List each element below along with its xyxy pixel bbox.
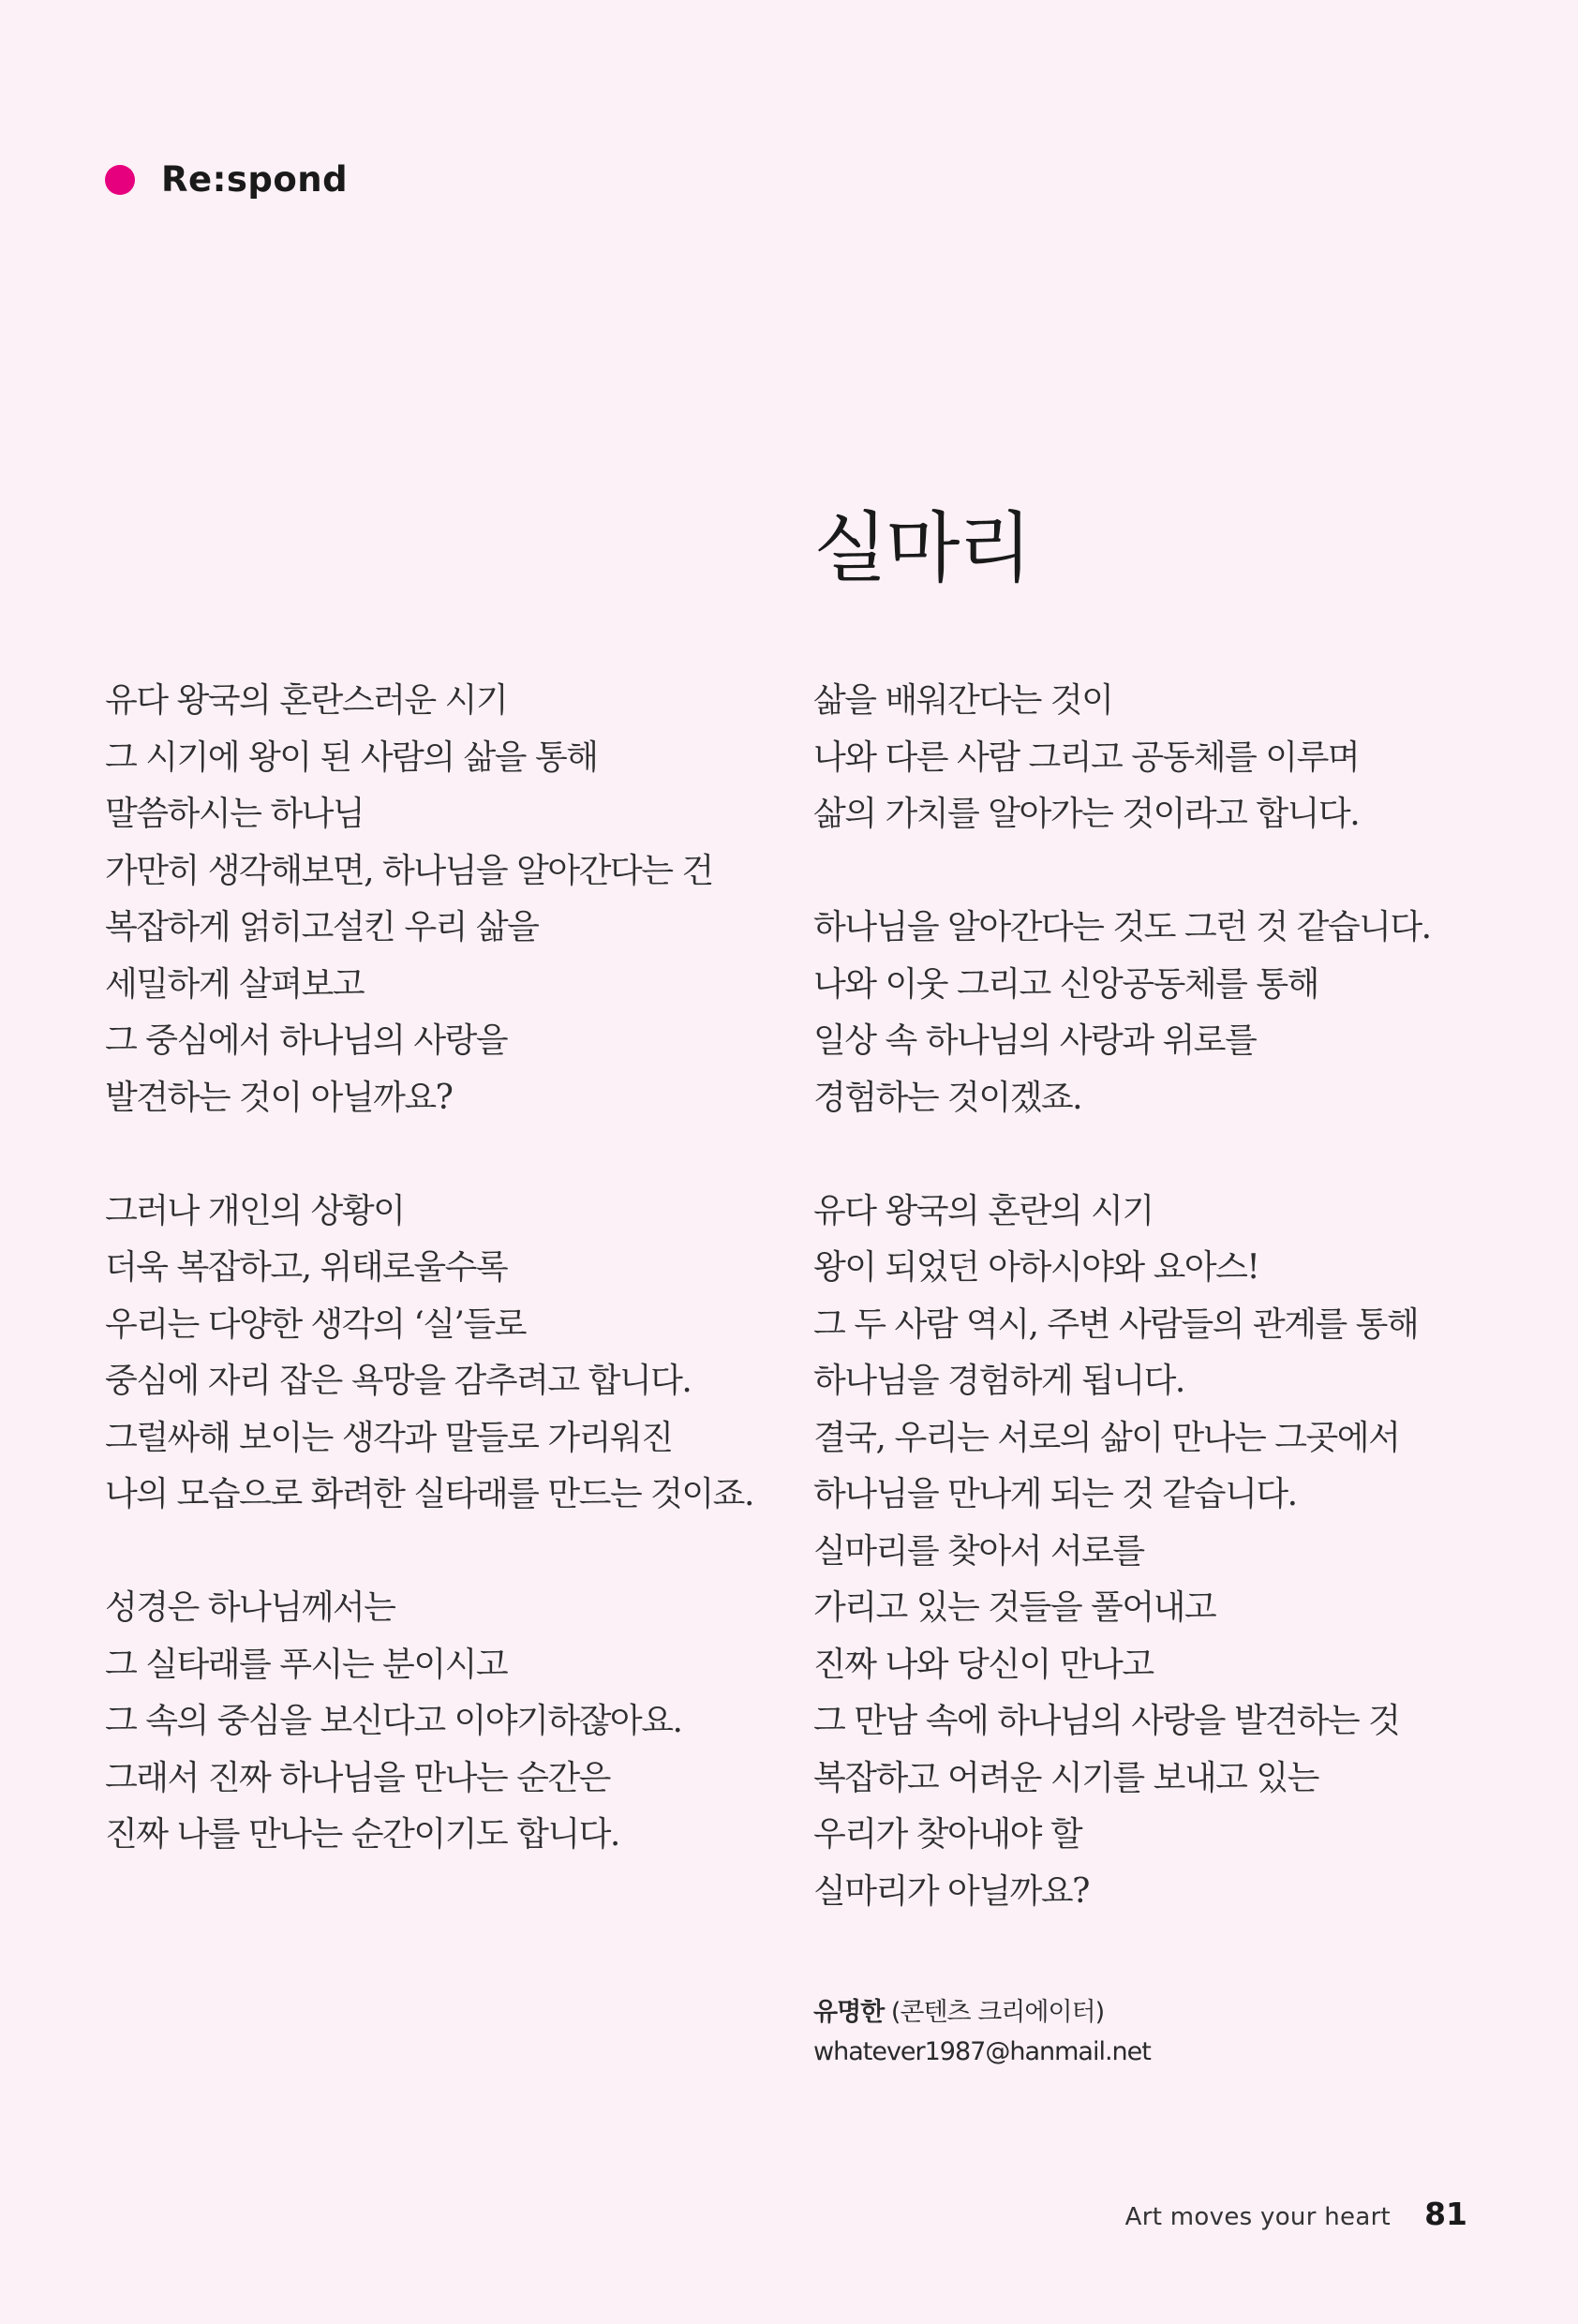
poem-line: 그럴싸해 보이는 생각과 말들로 가리워진 <box>105 1418 673 1457</box>
poem-line: 가리고 있는 것들을 풀어내고 <box>813 1588 1216 1627</box>
poem-line: 삶을 배워간다는 것이 <box>813 681 1113 720</box>
poem-line: 복잡하게 얽히고설킨 우리 삶을 <box>105 908 539 946</box>
poem-line: 세밀하게 살펴보고 <box>105 964 365 1004</box>
poem-line: 성경은 하나님께서는 <box>105 1588 395 1627</box>
poem-line: 우리는 다양한 생각의 ‘실’들로 <box>105 1304 527 1344</box>
poem-line: 그래서 진짜 하나님을 만나는 순간은 <box>105 1758 610 1797</box>
right-column <box>813 673 1469 1920</box>
page-footer <box>1125 2196 1467 2232</box>
poem-line: 유다 왕국의 혼란스러운 시기 <box>105 681 508 720</box>
stanza <box>813 900 1469 1126</box>
poem-line: 그 실타래를 푸시는 분이시고 <box>105 1645 508 1684</box>
footer-tagline: Art moves your heart <box>1124 2203 1392 2231</box>
poem-line: 실마리를 찾아서 서로를 <box>813 1531 1144 1571</box>
poem-line: 중심에 자리 잡은 욕망을 감추려고 합니다. <box>105 1362 692 1400</box>
poem-line: 그 중심에서 하나님의 사랑을 <box>105 1021 508 1060</box>
poem-line: 더욱 복잡하고, 위태로울수록 <box>105 1248 508 1287</box>
stanza <box>105 1580 761 1864</box>
poem-line: 하나님을 만나게 되는 것 같습니다. <box>813 1475 1297 1513</box>
author-credit <box>813 1993 1151 2072</box>
left-column <box>105 673 761 1864</box>
poem-line: 그 만남 속에 하나님의 사랑을 발견하는 것 <box>813 1702 1400 1740</box>
stanza <box>105 1184 761 1524</box>
stanza <box>813 1184 1469 1921</box>
section-dot-icon <box>105 165 135 195</box>
poem-line: 결국, 우리는 서로의 삶이 만나는 그곳에서 <box>813 1418 1400 1457</box>
poem-line: 가만히 생각해보면, 하나님을 알아간다는 건 <box>105 851 713 890</box>
poem-line: 발견하는 것이 아닐까요? <box>105 1078 453 1117</box>
poem-line: 그 시기에 왕이 된 사람의 삶을 통해 <box>105 737 598 777</box>
poem-line: 일상 속 하나님의 사랑과 위로를 <box>813 1021 1257 1060</box>
section-tag <box>105 159 348 200</box>
author-name: 유명한 <box>813 1998 885 2027</box>
poem-line: 유다 왕국의 혼란의 시기 <box>813 1191 1154 1230</box>
poem-line: 삶의 가치를 알아가는 것이라고 합니다. <box>813 795 1360 833</box>
poem-line: 하나님을 알아간다는 것도 그런 것 같습니다. <box>813 908 1431 946</box>
poem-line: 그 두 사람 역시, 주변 사람들의 관계를 통해 <box>813 1304 1419 1344</box>
poem-line: 실마리가 아닐까요? <box>813 1871 1089 1911</box>
poem-line: 경험하는 것이겠죠. <box>813 1078 1082 1117</box>
poem-line: 하나님을 경험하게 됩니다. <box>813 1362 1184 1400</box>
poem-line: 나와 이웃 그리고 신앙공동체를 통해 <box>813 964 1318 1004</box>
poem-line: 왕이 되었던 아하시야와 요아스! <box>813 1248 1259 1287</box>
poem-line: 그러나 개인의 상황이 <box>105 1191 405 1230</box>
poem-line: 나의 모습으로 화려한 실타래를 만드는 것이죠. <box>105 1475 753 1513</box>
stanza <box>813 673 1469 843</box>
poem-line: 진짜 나를 만나는 순간이기도 합니다. <box>105 1815 619 1854</box>
article-title: 실마리 <box>813 504 1031 593</box>
stanza <box>105 673 761 1126</box>
poem-line: 나와 다른 사람 그리고 공동체를 이루며 <box>813 737 1360 777</box>
poem-line: 말씀하시는 하나님 <box>105 795 365 833</box>
poem-line: 그 속의 중심을 보신다고 이야기하잖아요. <box>105 1702 682 1740</box>
poem-line: 진짜 나와 당신이 만나고 <box>813 1645 1154 1684</box>
author-line <box>813 1993 1151 2033</box>
poem-line: 우리가 찾아내야 할 <box>813 1815 1082 1854</box>
page-number: 81 <box>1424 2196 1467 2232</box>
author-role: (콘텐츠 크리에이터) <box>890 1998 1105 2027</box>
poem-line: 복잡하고 어려운 시기를 보내고 있는 <box>813 1758 1318 1797</box>
section-label: Re:spond <box>161 159 349 200</box>
author-email: whatever1987@hanmail.net <box>813 2037 1151 2066</box>
